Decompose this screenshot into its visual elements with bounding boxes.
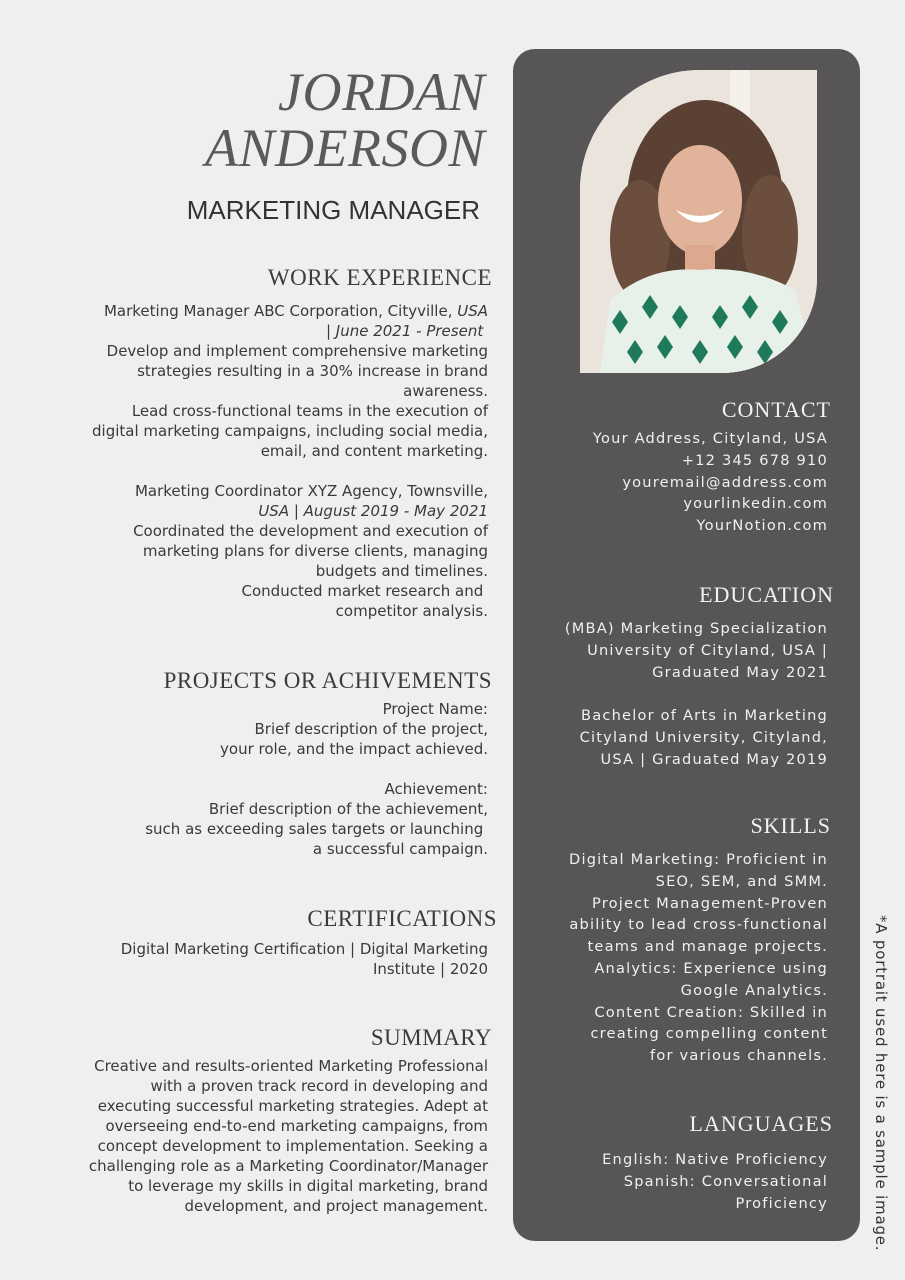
text-line: Marketing Coordinator XYZ Agency, Townsville, [134, 482, 488, 500]
text-line: teams and manage projects. [587, 938, 828, 956]
education-list [565, 618, 828, 771]
portrait-photo [580, 70, 817, 373]
text-line: for various channels. [650, 1047, 828, 1065]
text-line: such as exceeding sales targets or launching [145, 820, 488, 838]
text-line [92, 461, 488, 481]
text-line: YourNotion.com [696, 517, 828, 535]
text-line: email, and content marketing. [260, 442, 488, 460]
projects-heading: PROJECTS OR ACHIVEMENTS [163, 668, 492, 693]
text-line: English: Native Proficiency [602, 1151, 828, 1168]
text-line: digital marketing campaigns, including social media, [92, 422, 488, 440]
text-line: awareness. [403, 382, 488, 400]
text-line: Project Management-Proven [592, 894, 828, 912]
text-line: overseeing end-to-end marketing campaigns, from [105, 1117, 488, 1135]
contact-heading: CONTACT [721, 397, 831, 422]
text-line: USA | Graduated May 2019 [600, 750, 828, 768]
text-line: competitor analysis. [335, 602, 488, 620]
text-line: Spanish: Conversational [623, 1172, 828, 1190]
text-line: marketing plans for diverse clients, managing [142, 542, 488, 560]
certifications-heading: CERTIFICATIONS [307, 906, 497, 931]
text-line: Proficiency [735, 1194, 828, 1212]
text-line [145, 759, 488, 779]
text-line: yourlinkedin.com [683, 495, 828, 513]
last-name: ANDERSON [205, 118, 485, 178]
sample-image-note: *A portrait used here is a sample image. [872, 915, 890, 1252]
italic-segment: | June 2021 - Present [325, 322, 488, 340]
text-line: Lead cross-functional teams in the execution of [131, 402, 488, 420]
skills-list [569, 849, 828, 1067]
text-line: SEO, SEM, and SMM. [655, 872, 828, 890]
text-line: development, and project management. [184, 1197, 488, 1215]
languages-heading: LANGUAGES [689, 1111, 833, 1136]
text-line: +12 345 678 910 [681, 451, 828, 469]
text-line: University of Cityland, USA | [587, 641, 828, 659]
text-line: strategies resulting in a 30% increase in brand [137, 362, 488, 380]
text-line: with a proven track record in developing and [150, 1077, 488, 1095]
summary-heading: SUMMARY [370, 1025, 492, 1050]
italic-segment: USA [457, 302, 488, 320]
skills-heading: SKILLS [750, 813, 831, 838]
text-line: Graduated May 2021 [652, 663, 828, 681]
portrait-image [580, 70, 817, 373]
text-line: executing successful marketing strategies. Adept at [97, 1097, 488, 1115]
text-line: Digital Marketing: Proficient in [569, 851, 828, 868]
text-line: Brief description of the achievement, [208, 800, 488, 818]
text-line: Cityland University, Cityland, [579, 728, 828, 746]
contact-list [593, 428, 828, 537]
text-line: your role, and the impact achieved. [220, 740, 488, 758]
text-line: concept development to implementation. Seeking a [97, 1137, 488, 1155]
text-line: a successful campaign. [312, 840, 488, 858]
text-line [92, 501, 488, 521]
text-line: Your Address, Cityland, USA [592, 430, 828, 447]
text-line: Develop and implement comprehensive marketing [106, 342, 488, 360]
text-line: ability to lead cross-functional [569, 916, 828, 934]
work-experience-heading: WORK EXPERIENCE [267, 265, 492, 290]
text-line: Project Name: [382, 700, 488, 718]
text-line [565, 683, 828, 705]
text-line [92, 321, 488, 341]
text-line: Conducted market research and [241, 582, 488, 600]
projects-list [145, 699, 488, 859]
text-line: creating compelling content [590, 1025, 828, 1043]
job-title: MARKETING MANAGER [186, 195, 480, 225]
text-line: challenging role as a Marketing Coordinator/Manager [88, 1157, 488, 1175]
text-line: budgets and timelines. [315, 562, 488, 580]
text-line: Brief description of the project, [254, 720, 488, 738]
text-line: Content Creation: Skilled in [594, 1003, 828, 1021]
text-line: (MBA) Marketing Specialization [564, 620, 828, 637]
text-line: Google Analytics. [680, 981, 828, 999]
languages-list [602, 1149, 828, 1214]
text-line: Analytics: Experience using [594, 959, 828, 977]
text-line: Bachelor of Arts in Marketing [581, 707, 828, 725]
text-line: Coordinated the development and execution of [133, 522, 488, 540]
first-name: JORDAN [278, 62, 485, 122]
text-line: youremail@address.com [622, 473, 828, 491]
text-line: Creative and results-oriented Marketing Professional [94, 1057, 488, 1075]
certifications-list [121, 939, 488, 979]
education-heading: EDUCATION [699, 582, 834, 607]
work-experience-list [92, 301, 488, 621]
text-line [92, 301, 488, 321]
text-line: Institute | 2020 [372, 960, 488, 978]
text-segment: Marketing Manager ABC Corporation, Cityville, [103, 302, 458, 320]
text-line: Achievement: [384, 780, 488, 798]
text-line: to leverage my skills in digital marketing, brand [128, 1177, 488, 1195]
italic-segment: USA | August 2019 - May 2021 [258, 502, 488, 520]
text-line: Digital Marketing Certification | Digital Marketing [120, 940, 488, 958]
summary-text [89, 1056, 488, 1216]
